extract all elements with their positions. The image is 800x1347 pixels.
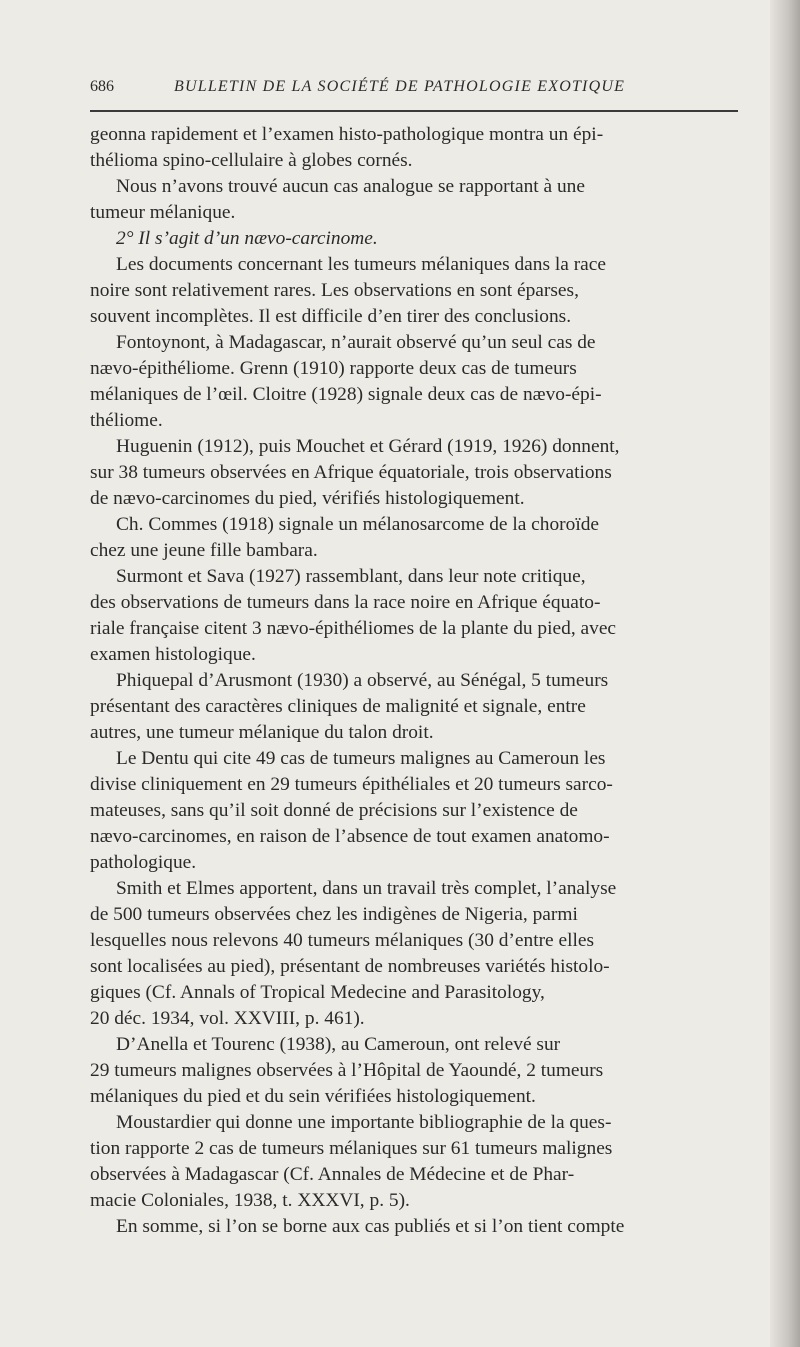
text-line: Surmont et Sava (1927) rassemblant, dans leur note critique, xyxy=(116,566,586,587)
body-text xyxy=(90,122,738,1240)
text-line: tion rapporte 2 cas de tumeurs mélaniques sur 61 tumeurs malignes xyxy=(90,1138,613,1159)
text-line: présentant des caractères cliniques de malignité et signale, entre xyxy=(90,696,586,717)
text-line: des observations de tumeurs dans la race noire en Afrique équato- xyxy=(90,592,601,613)
text-line: examen histologique. xyxy=(90,644,256,665)
text-line: lesquelles nous relevons 40 tumeurs mélaniques (30 d’entre elles xyxy=(90,930,595,951)
text-line: tumeur mélanique. xyxy=(90,202,236,223)
page-edge-shadow xyxy=(770,0,800,1347)
text-line: D’Anella et Tourenc (1938), au Cameroun, ont relevé sur xyxy=(116,1034,561,1055)
text-line: Le Dentu qui cite 49 cas de tumeurs malignes au Cameroun les xyxy=(116,748,606,769)
text-line: de 500 tumeurs observées chez les indigènes de Nigeria, parmi xyxy=(90,904,578,925)
text-line: mélaniques de l’œil. Cloitre (1928) signale deux cas de nævo-épi- xyxy=(90,384,602,405)
page-header xyxy=(90,78,738,104)
text-line: 29 tumeurs malignes observées à l’Hôpital de Yaoundé, 2 tumeurs xyxy=(90,1060,604,1081)
page-number: 686 xyxy=(90,78,114,95)
text-line: thélioma spino-cellulaire à globes cornés. xyxy=(90,150,413,171)
text-line: théliome. xyxy=(90,410,163,431)
text-line: de nævo-carcinomes du pied, vérifiés histologiquement. xyxy=(90,488,525,509)
text-line: pathologique. xyxy=(90,852,197,873)
text-line: sont localisées au pied), présentant de nombreuses variétés histolo- xyxy=(90,956,610,977)
text-line: Nous n’avons trouvé aucun cas analogue se rapportant à une xyxy=(116,176,585,197)
header-rule xyxy=(90,110,738,112)
text-line: 20 déc. 1934, vol. XXVIII, p. 461). xyxy=(90,1008,365,1029)
running-title: BULLETIN DE LA SOCIÉTÉ DE PATHOLOGIE EXOTIQUE xyxy=(174,78,626,95)
text-line: sur 38 tumeurs observées en Afrique équatoriale, trois observations xyxy=(90,462,612,483)
text-line: Fontoynont, à Madagascar, n’aurait observé qu’un seul cas de xyxy=(116,332,596,353)
text-line: Moustardier qui donne une importante bibliographie de la ques- xyxy=(116,1112,612,1133)
text-line: Ch. Commes (1918) signale un mélanosarcome de la choroïde xyxy=(116,514,600,535)
section-heading: 2° Il s’agit d’un nævo-carcinome. xyxy=(116,228,378,249)
text-line: autres, une tumeur mélanique du talon droit. xyxy=(90,722,434,743)
text-line: giques (Cf. Annals of Tropical Medecine and Parasitology, xyxy=(90,982,545,1003)
text-line: mélaniques du pied et du sein vérifiées histologiquement. xyxy=(90,1086,536,1107)
text-line: souvent incomplètes. Il est difficile d’en tirer des conclusions. xyxy=(90,306,572,327)
text-line: divise cliniquement en 29 tumeurs épithéliales et 20 tumeurs sarco- xyxy=(90,774,613,795)
text-line: riale française citent 3 nævo-épithéliomes de la plante du pied, avec xyxy=(90,618,617,639)
text-line: nævo-épithéliome. Grenn (1910) rapporte deux cas de tumeurs xyxy=(90,358,577,379)
text-line: Phiquepal d’Arusmont (1930) a observé, au Sénégal, 5 tumeurs xyxy=(116,670,609,691)
text-line: Smith et Elmes apportent, dans un travail très complet, l’analyse xyxy=(116,878,617,899)
text-line: En somme, si l’on se borne aux cas publiés et si l’on tient compte xyxy=(116,1216,625,1237)
text-line: mateuses, sans qu’il soit donné de précisions sur l’existence de xyxy=(90,800,578,821)
text-line: noire sont relativement rares. Les observations en sont éparses, xyxy=(90,280,579,301)
text-line: nævo-carcinomes, en raison de l’absence de tout examen anatomo- xyxy=(90,826,610,847)
text-line: chez une jeune fille bambara. xyxy=(90,540,318,561)
text-line: observées à Madagascar (Cf. Annales de Médecine et de Phar- xyxy=(90,1164,575,1185)
text-line: Huguenin (1912), puis Mouchet et Gérard (1919, 1926) donnent, xyxy=(116,436,620,457)
text-line: Les documents concernant les tumeurs mélaniques dans la race xyxy=(116,254,606,275)
text-line: macie Coloniales, 1938, t. XXXVI, p. 5). xyxy=(90,1190,410,1211)
text-line: geonna rapidement et l’examen histo-pathologique montra un épi- xyxy=(90,124,604,145)
